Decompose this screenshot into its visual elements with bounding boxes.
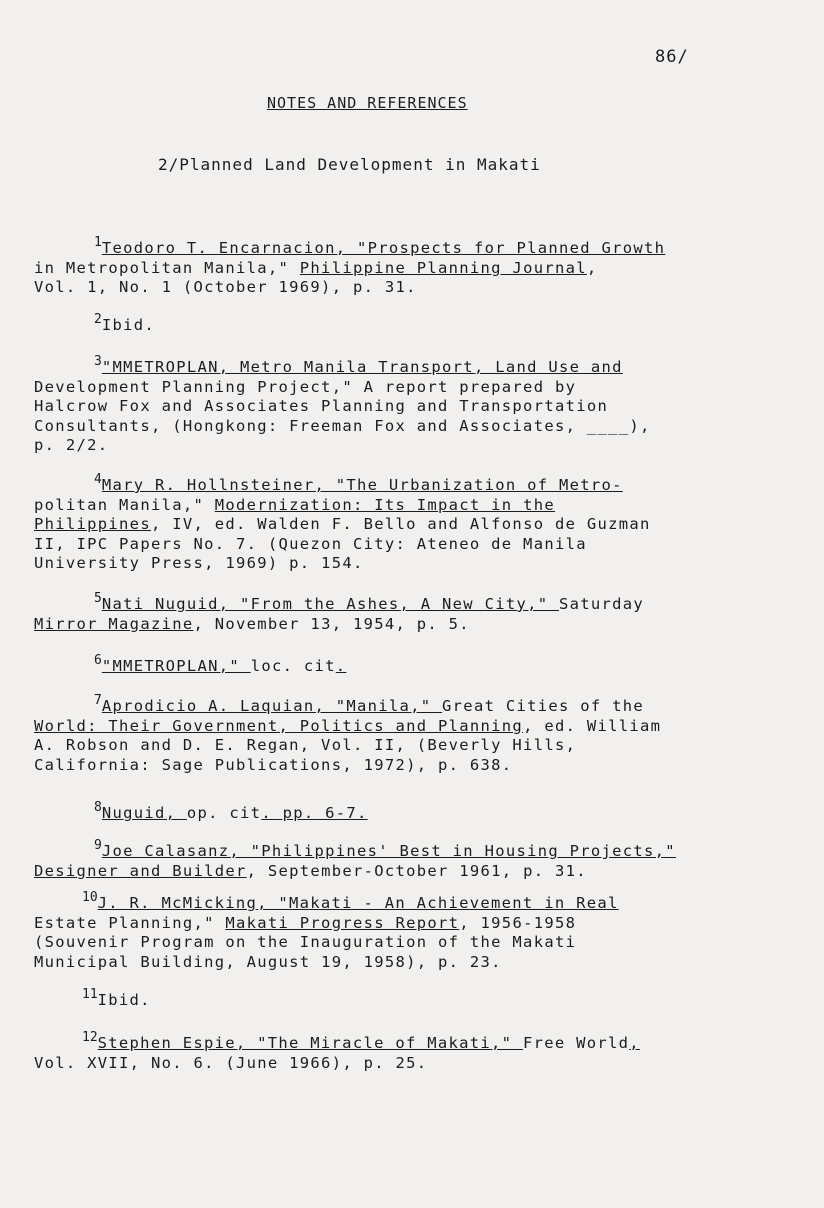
publication-title: Teodoro T. Encarnacion, "Prospects for Planned Growth: [101, 239, 666, 257]
publication-title: Philippine Planning Journal: [299, 258, 587, 277]
publication-title: Modernization: Its Impact in the: [214, 495, 555, 514]
footnote-line: [34, 417, 814, 437]
publication-title: Nati Nuguid, "From the Ashes, A New City,": [101, 595, 559, 613]
footnote-text: California: Sage Publications, 1972), p. 638.: [34, 755, 513, 774]
footnote-text: II, IPC Papers No. 7. (Quezon City: Ateneo de Manila: [34, 534, 587, 553]
footnote-text: ,: [586, 258, 598, 277]
footnote-text: Ibid.: [97, 991, 151, 1009]
publication-title: Mirror Magazine: [34, 614, 194, 633]
footnote-line: [34, 933, 814, 953]
publication-title: Aprodicio A. Laquian, "Manila,": [101, 697, 443, 715]
footnote-text: Free World: [522, 1034, 630, 1052]
footnote-line: [34, 496, 814, 516]
publication-title: "MMETROPLAN, Metro Manila Transport, Land Use and: [101, 358, 623, 376]
footnote: [34, 233, 814, 298]
footnote: [34, 798, 814, 824]
footnote-text: , November 13, 1954, p. 5.: [193, 614, 470, 633]
footnote-text: in Metropolitan Manila,": [34, 258, 300, 277]
publication-title: World: Their Government, Politics and Planning: [34, 716, 524, 735]
publication-title: Makati Progress Report: [225, 913, 460, 932]
footnote-number: 7: [94, 693, 102, 708]
footnote-line: [34, 397, 814, 417]
footnote-line: [34, 985, 814, 1011]
footnote-text: loc. cit: [250, 657, 336, 675]
footnote-number: 3: [94, 354, 102, 369]
footnote: [34, 1028, 814, 1073]
footnote-line: [34, 310, 814, 336]
footnote-line: [34, 352, 814, 378]
publication-title: Nuguid,: [101, 804, 187, 822]
publication-title: ,: [629, 1034, 640, 1052]
footnote-text: op. cit: [186, 804, 262, 822]
footnote-number: 9: [94, 838, 102, 853]
footnote: [34, 836, 814, 881]
publication-title: Joe Calasanz, "Philippines' Best in Housing Projects,": [101, 842, 676, 860]
publication-title: . pp. 6-7.: [261, 804, 368, 822]
footnote-text: , 1956-1958: [459, 913, 577, 932]
page-title: NOTES AND REFERENCES: [267, 94, 468, 112]
page-number: 86/: [655, 47, 689, 67]
footnote-number: 1: [94, 235, 102, 250]
footnote-text: University Press, 1969) p. 154.: [34, 554, 364, 573]
footnote-number: 5: [94, 591, 102, 606]
footnote-line: [34, 888, 814, 914]
footnote: [34, 352, 814, 456]
footnote: [34, 691, 814, 775]
footnote-text: (Souvenir Program on the Inauguration of the Makati: [34, 933, 577, 952]
footnote-text: Vol. 1, No. 1 (October 1969), p. 31.: [34, 278, 417, 297]
footnote: [34, 651, 814, 677]
footnote-line: [34, 736, 814, 756]
footnote-line: [34, 798, 814, 824]
footnote-text: , ed. William: [523, 716, 662, 735]
footnote-line: [34, 1054, 814, 1074]
footnote-text: Ibid.: [101, 316, 155, 334]
footnote: [34, 470, 814, 574]
footnote-line: [34, 554, 814, 574]
footnote-line: [34, 862, 814, 882]
footnote: [34, 589, 814, 634]
footnote-line: [34, 691, 814, 717]
footnote-text: Great Cities of the: [442, 697, 645, 715]
footnote-line: [34, 756, 814, 776]
publication-title: Philippines: [34, 515, 151, 534]
page-subtitle: 2/Planned Land Development in Makati: [158, 155, 541, 174]
footnote-line: [34, 717, 814, 737]
footnote-line: [34, 378, 814, 398]
publication-title: Stephen Espie, "The Miracle of Makati,": [97, 1034, 523, 1052]
publication-title: Mary R. Hollnsteiner, "The Urbanization of Metro-: [101, 476, 623, 494]
publication-title: Designer and Builder: [34, 861, 247, 880]
footnote-text: Estate Planning,": [34, 913, 226, 932]
footnote-line: [34, 515, 814, 535]
footnote-number: 10: [82, 890, 98, 905]
footnote-text: , September-October 1961, p. 31.: [246, 861, 587, 880]
footnote-number: 4: [94, 472, 102, 487]
publication-title: "MMETROPLAN,": [101, 657, 251, 675]
footnote-number: 8: [94, 800, 102, 815]
footnote-line: [34, 914, 814, 934]
footnote-line: [34, 836, 814, 862]
footnote-line: [34, 470, 814, 496]
publication-title: .: [335, 657, 347, 675]
publication-title: J. R. McMicking, "Makati - An Achievement in Real: [97, 894, 619, 912]
footnote-line: [34, 436, 814, 456]
footnote-line: [34, 1028, 814, 1054]
footnote-text: Halcrow Fox and Associates Planning and Transportation: [34, 397, 609, 416]
footnote: [34, 310, 814, 336]
footnote-text: , IV, ed. Walden F. Bello and Alfonso de Guzman: [150, 515, 651, 534]
footnote-text: p. 2/2.: [34, 436, 109, 455]
footnote-text: A. Robson and D. E. Regan, Vol. II, (Beverly Hills,: [34, 736, 577, 755]
footnote-line: [34, 535, 814, 555]
footnote-number: 2: [94, 312, 102, 327]
footnote-text: Development Planning Project," A report prepared by: [34, 377, 577, 396]
footnote-text: Saturday: [559, 595, 645, 613]
footnote-line: [34, 259, 814, 279]
footnote: [34, 888, 814, 972]
footnote-line: [34, 953, 814, 973]
footnote-text: Consultants, (Hongkong: Freeman Fox and Associates, ____),: [34, 416, 651, 435]
footnote-line: [34, 278, 814, 298]
footnote-number: 6: [94, 653, 102, 668]
footnote-line: [34, 615, 814, 635]
footnote: [34, 985, 814, 1011]
footnote-text: Vol. XVII, No. 6. (June 1966), p. 25.: [34, 1053, 428, 1072]
footnote-number: 12: [82, 1030, 98, 1045]
footnote-text: Municipal Building, August 19, 1958), p. 23.: [34, 952, 502, 971]
footnote-line: [34, 589, 814, 615]
footnote-text: politan Manila,": [34, 495, 215, 514]
footnote-number: 11: [82, 987, 98, 1002]
footnote-line: [34, 233, 814, 259]
footnote-line: [34, 651, 814, 677]
